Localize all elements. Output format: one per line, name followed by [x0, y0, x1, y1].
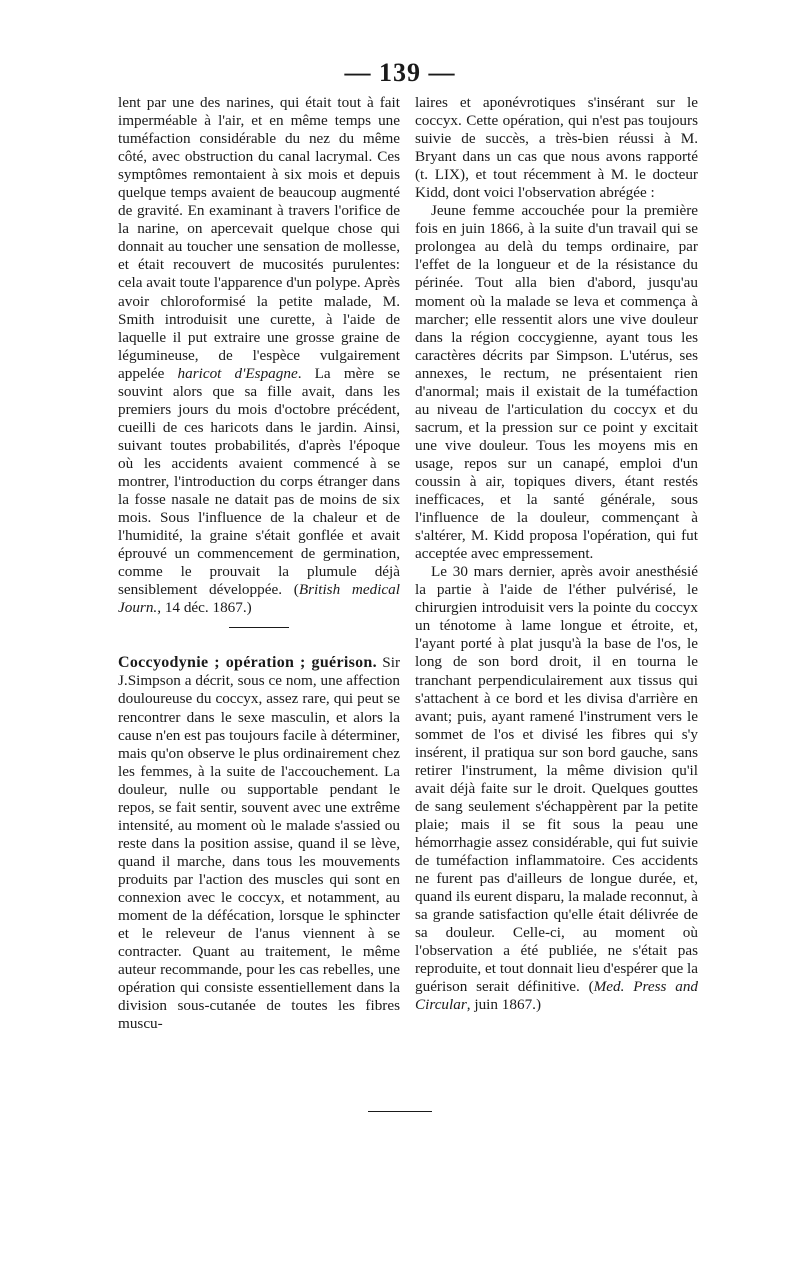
left-column [118, 94, 400, 1033]
paragraph-text: . La mère se souvint alors que sa fille avait, dans les premiers jours du mois d'octobre précédent, cueilli de ces haricots dans le jardin. Ainsi, suivant toutes probabilités, d'après l'époque où les accidents avaient commencé à se montrer, l'introduction du corps étranger dans la fosse nasale ne datait pas de moins de six mois. Sous l'influence de la chaleur et de l'humidité, la graine s'était gonflée et avait éprouvé un commencement de germination, comme le prouvait la plumule déjà sensiblement développée. ( [118, 364, 400, 599]
paragraph: laires et aponévrotiques s'insérant sur le coccyx. Cette opération, qui n'est pas toujours suivie de succès, a très-bien réussi à M. Bryant dans un cas que nous avons rapporté (t. LIX), et tout récemment à M. le docteur Kidd, dont voici l'observation abrégée : [415, 94, 698, 202]
paragraph: Jeune femme accouchée pour la première fois en juin 1866, à la suite d'un travail qui se prolongea au delà du temps ordinaire, par l'effet de la longueur et de la résistance du périnée. Tout alla bien d'abord, jusqu'au moment où la malade se leva et commença à marcher; elle ressentit alors une vive douleur dans la région coccygienne, ayant tous les caractères décrits par Simpson. L'utérus, ses annexes, le rectum, ne présentaient rien d'anormal; mais il existait de la tuméfaction au niveau de l'articulation du coccyx et du sacrum, et la pression sur ce point y excitait une vive douleur. Tous les moyens mis en usage, repos sur un canapé, emploi d'un coussin à air, topiques divers, étant restés inefficaces, et la santé générale, sous l'influence de la douleur, commençant à s'altérer, M. Kidd proposa l'opération, qui fut acceptée avec empressement. [415, 202, 698, 563]
source-citation: Med. Press and Circular [415, 978, 699, 1014]
italic-term: haricot d'Espagne [177, 364, 298, 382]
paragraph-text: Le 30 mars dernier, après avoir anesthésié la partie à l'aide de l'éther pulvérisé, le chirurgien introduisit vers la pointe du coccyx un ténotome à lame longue et étroite, et, l'ayant porté à plat jusqu'à la base de l'os, le long de son bord droit, il en tourna le tranchant perpendiculairement aux tissus qui s'attachent à ce bord et les divisa d'arrière en avant; puis, ayant ramené l'instrument vers le sommet de l'os et divisé les fibres qui s'y insérent, il pratiqua sur son bord gauche, sans retirer l'instrument, la même division qu'il avait déjà faite sur le droit. Quelques gouttes de sang seulement s'échappèrent par la petite plaie; mais il se fit sous la peau une hémorrhagie assez considérable, qui fut suivie de tuméfaction inflammatoire. Ces accidents ne furent pas d'ailleurs de longue durée, et, quand ils eurent disparu, la malade reconnut, à sa grande satisfaction qu'elle était délivrée de sa douleur. Celle-ci, au moment où l'observation a été publiée, ne s'était pas reproduite, et tout donnait lieu d'espérer que la guérison serait définitive. ( [415, 563, 698, 996]
paragraph [118, 654, 400, 1033]
source-citation: British medical Journ. [118, 581, 400, 617]
page-number: — 139 — [344, 58, 456, 87]
paragraph [415, 563, 698, 1014]
citation-date: , juin 1867.) [466, 996, 542, 1014]
right-column [415, 94, 698, 1014]
bottom-rule [368, 1111, 432, 1112]
paragraph [118, 94, 400, 617]
section-heading: Coccyodynie ; opération ; guérison. [118, 654, 377, 672]
paragraph-text: Sir J.Simpson a décrit, sous ce nom, une affection douloureuse du coccyx, assez rare, qui peut se rencontrer dans le sexe masculin, et alors la cause n'en est pas toujours facile à déterminer, mais qu'on observe le plus ordinairement chez les femmes, à la suite de l'accouchement. La douleur, nulle ou supportable pendant le repos, se fait sentir, souvent avec une extrême intensité, au moment où le malade s'assied ou reste dans la position assise, quand il se lève, quand il marche, dans tous les mouvements produits par l'action des muscles qui sont en connexion avec le coccyx, et notamment, au moment de la défécation, lorsque le sphincter et le releveur de l'anus viennent à se contracter. Quant au traitement, le même auteur recommande, pour les cas rebelles, une opération qui consiste essentiellement dans la division sous-cutanée de toutes les fibres muscu- [118, 654, 400, 1033]
paragraph-text: lent par une des narines, qui était tout à fait imperméable à l'air, et en même temps une tuméfaction considérable du nez du même côté, avec obstruction du canal lacrymal. Ces symptômes remontaient à six mois et depuis quelque temps avaient de beaucoup augmenté de gravité. En examinant à travers l'orifice de la narine, on apercevait quelque chose qui donnait au toucher une sensation de mollesse, et était recouvert de mucosités purulentes: cela avait toute l'apparence d'un polype. Après avoir chloroformisé la petite malade, M. Smith introduisit une curette, à l'aide de laquelle il put extraire une grosse graine de légumineuse, de l'espèce vulgairement appelée [118, 94, 400, 382]
citation-date: , 14 déc. 1867.) [157, 599, 252, 617]
section-divider [229, 627, 289, 628]
